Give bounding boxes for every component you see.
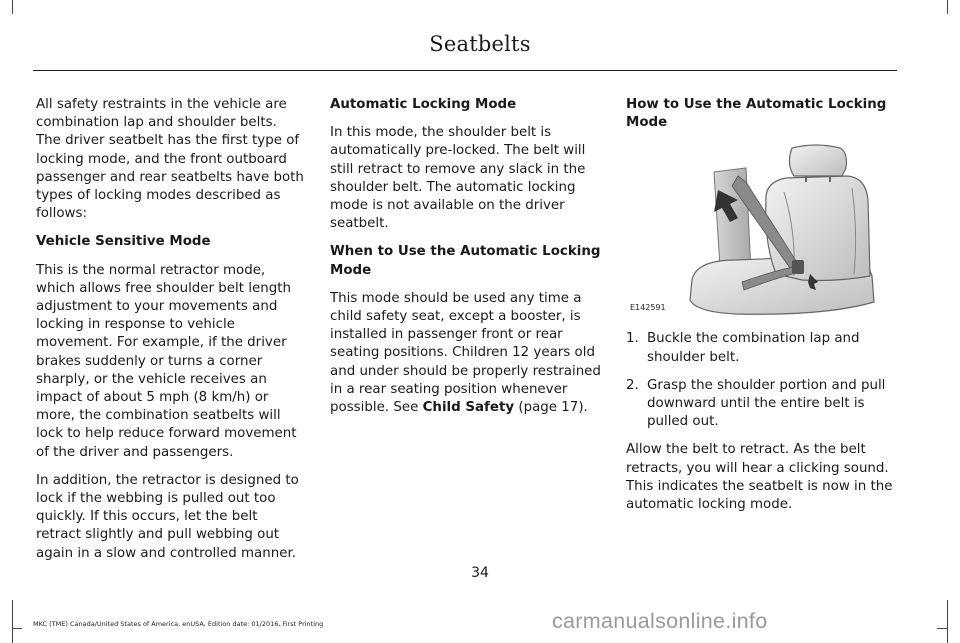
column-1: [36, 96, 306, 573]
crop-mark-bottom-right: [947, 600, 948, 643]
crop-mark-bottom-left-h: [12, 628, 22, 629]
addition-paragraph: In addition, the retractor is designed to lock if the webbing is pulled out too quickly. If this occurs, let the belt retract slightly and pull webbing out again in a slow and controlled manner.: [36, 472, 299, 561]
steps-list: [626, 330, 898, 431]
step-number: 2.: [626, 377, 639, 393]
how-to-use-heading: How to Use the Automatic Locking Mode: [626, 97, 887, 131]
retract-paragraph: Allow the belt to retract. As the belt retracts, you will hear a clicking sound. This indicates the seatbelt is now in the automatic locking mode.: [626, 442, 893, 513]
step-item: [626, 330, 898, 366]
watermark[interactable]: carmanualsonline.info: [552, 609, 768, 633]
header-rule: [33, 70, 897, 71]
step-number: 1.: [626, 331, 639, 347]
when-to-use-heading: When to Use the Automatic Locking Mode: [330, 244, 601, 278]
seatbelt-figure: [626, 142, 898, 318]
crop-mark-bottom-right-h: [937, 628, 947, 629]
intro-paragraph: All safety restraints in the vehicle are combination lap and shoulder belts. The driver seatbelt has the first type of locking mode, and the front outboard passenger and rear seatbelts have both types of locking modes described as follows:: [36, 97, 304, 222]
crop-mark-top-right: [947, 0, 948, 14]
seat-illustration: [626, 142, 898, 318]
column-3: [626, 96, 898, 524]
automatic-locking-mode-heading: Automatic Locking Mode: [330, 97, 517, 112]
edition-footer: MKC (TME) Canada/United States of America, enUSA, Edition date: 01/2016, First Printing: [33, 620, 324, 628]
vehicle-sensitive-mode-paragraph: This is the normal retractor mode, which allows free shoulder belt length adjustment to your movements and locking in response to vehicle movement. For example, if the driver brakes suddenly or turns a corner sharply, or the vehicle receives an impact of about 5 mph (8 km/h) or more, the combination seatbelts will lock to help reduce forward movement of the driver and passengers.: [36, 262, 297, 460]
when-to-use-paragraph: [330, 290, 602, 417]
automatic-locking-mode-paragraph: In this mode, the shoulder belt is automatically pre-locked. The belt will still retract to remove any slack in the shoulder belt. The automatic locking mode is not available on the driver seatbelt.: [330, 125, 586, 232]
step-text: Buckle the combination lap and shoulder belt.: [647, 331, 860, 365]
page-reference: (page 17).: [514, 400, 588, 416]
step-text: Grasp the shoulder portion and pull downward until the entire belt is pulled out.: [647, 377, 886, 430]
step-item: [626, 377, 898, 432]
child-safety-link[interactable]: Child Safety: [422, 400, 515, 416]
figure-id: E142591: [630, 303, 666, 313]
crop-mark-top-left: [12, 0, 13, 14]
crop-mark-bottom-left: [12, 600, 13, 643]
vehicle-sensitive-mode-heading: Vehicle Sensitive Mode: [36, 234, 211, 250]
page-number: 34: [471, 565, 489, 581]
column-2: [330, 96, 602, 427]
page-title: Seatbelts: [429, 32, 531, 56]
when-to-use-text: This mode should be used any time a child safety seat, except a booster, is installed in passenger front or rear seating positions. Children 12 years old and under should be properly restrained in a rear seating position whenever possible. See: [330, 290, 601, 416]
